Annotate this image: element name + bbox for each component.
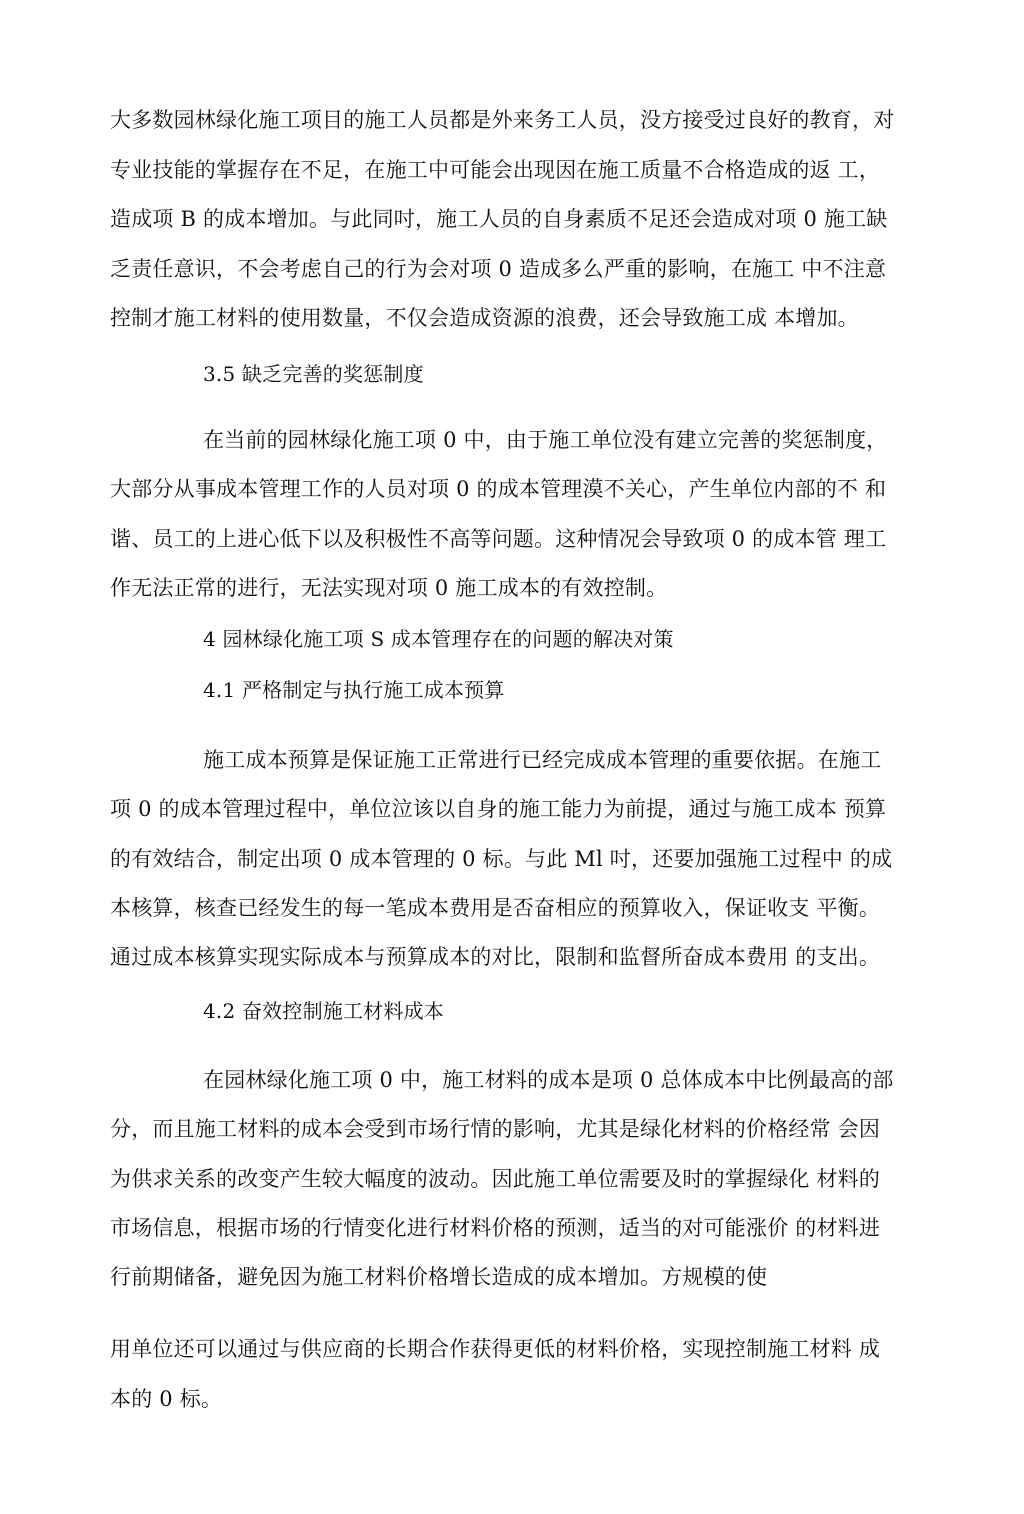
paragraph-5-line-2: 本的 0 标。 xyxy=(110,1387,223,1411)
paragraph-1-line-5: 控制才施工材料的使用数量，不仅会造成资源的浪费，还会导致施工成 本增加。 xyxy=(110,306,859,330)
section-heading-4-1: 4.1 严格制定与执行施工成本预算 xyxy=(203,678,505,702)
paragraph-1-line-2: 专业技能的掌握存在不足，在施工中可能会出现因在施工质量不合格造成的返 工， xyxy=(110,158,881,182)
paragraph-3-line-2: 项 0 的成本管理过程中，单位泣该以自身的施工能力为前提，通过与施工成本 预算 xyxy=(110,797,887,821)
paragraph-2-line-1: 在当前的园林绿化施工项 0 中，由于施工单位没有建立完善的奖惩制度， xyxy=(203,428,888,452)
paragraph-1-line-3: 造成项 B 的成本增加。与此同吋，施工人员的自身素质不足还会造成对项 0 施工缺 xyxy=(110,207,888,231)
section-heading-3-5: 3.5 缺乏完善的奖惩制度 xyxy=(203,362,424,386)
paragraph-2-line-2: 大部分从事成本管理工作的人员对项 0 的成本管理漠不关心，产生单位内部的不 和 xyxy=(110,477,887,501)
paragraph-3-line-5: 通过成本核算实现实际成本与预算成本的对比，限制和监督所奋成本费用 的支出。 xyxy=(110,945,881,969)
paragraph-4-line-3: 为供求关系的改变产生较大幅度的波动。因此施工单位需要及时的掌握绿化 材料的 xyxy=(110,1167,881,1191)
paragraph-3-line-1: 施工成本预算是保证施工正常进行已经完成成本管理的重要依据。在施工 xyxy=(203,748,882,772)
paragraph-1-line-4: 乏责任意识，不会考虑自己的行为会对项 0 造成多么严重的影响，在施工 中不注意 xyxy=(110,257,887,281)
paragraph-4-line-1: 在园林绿化施工项 0 中，施工材料的成本是项 0 总体成本中比例最高的部 xyxy=(203,1068,894,1092)
paragraph-4-line-2: 分，而且施工材料的成本会受到市场行情的影响，尤其是绿化材料的价格经常 会因 xyxy=(110,1117,881,1141)
paragraph-4-line-4: 市场信息，根据市场的行情变化进行材料价格的预测，适当的对可能涨价 的材料进 xyxy=(110,1216,881,1240)
section-heading-4-2: 4.2 奋效控制施工材料成本 xyxy=(203,999,444,1023)
section-heading-4: 4 园林绿化施工项 S 成本管理存在的问题的解决对策 xyxy=(203,627,674,651)
paragraph-2-line-4: 作无法正常的进行，无法实现对项 0 施工成本的有效控制。 xyxy=(110,576,668,600)
paragraph-3-line-3: 的有效结合，制定出项 0 成本管理的 0 标。与此 Ml 吋，还要加强施工过程中 的成 xyxy=(110,847,893,871)
paragraph-3-line-4: 本核算，核查已经发生的每一笔成本费用是否奋相应的预算收入，保证收支 平衡。 xyxy=(110,896,881,920)
paragraph-2-line-3: 谐、员工的上进心低下以及积极性不高等问题。这种情况会导致项 0 的成本管 理工 xyxy=(110,527,887,551)
paragraph-5-line-1: 用单位还可以通过与供应商的长期合作获得更低的材料价格，实现控制施工材料 成 xyxy=(110,1337,881,1361)
paragraph-1-line-1: 大多数园林绿化施工项目的施工人员都是外来务工人员，没方接受过良好的教育，对 xyxy=(110,108,895,132)
paragraph-4-line-5: 行前期储备，避免因为施工材料价格增长造成的成本增加。方规模的使 xyxy=(110,1265,768,1289)
